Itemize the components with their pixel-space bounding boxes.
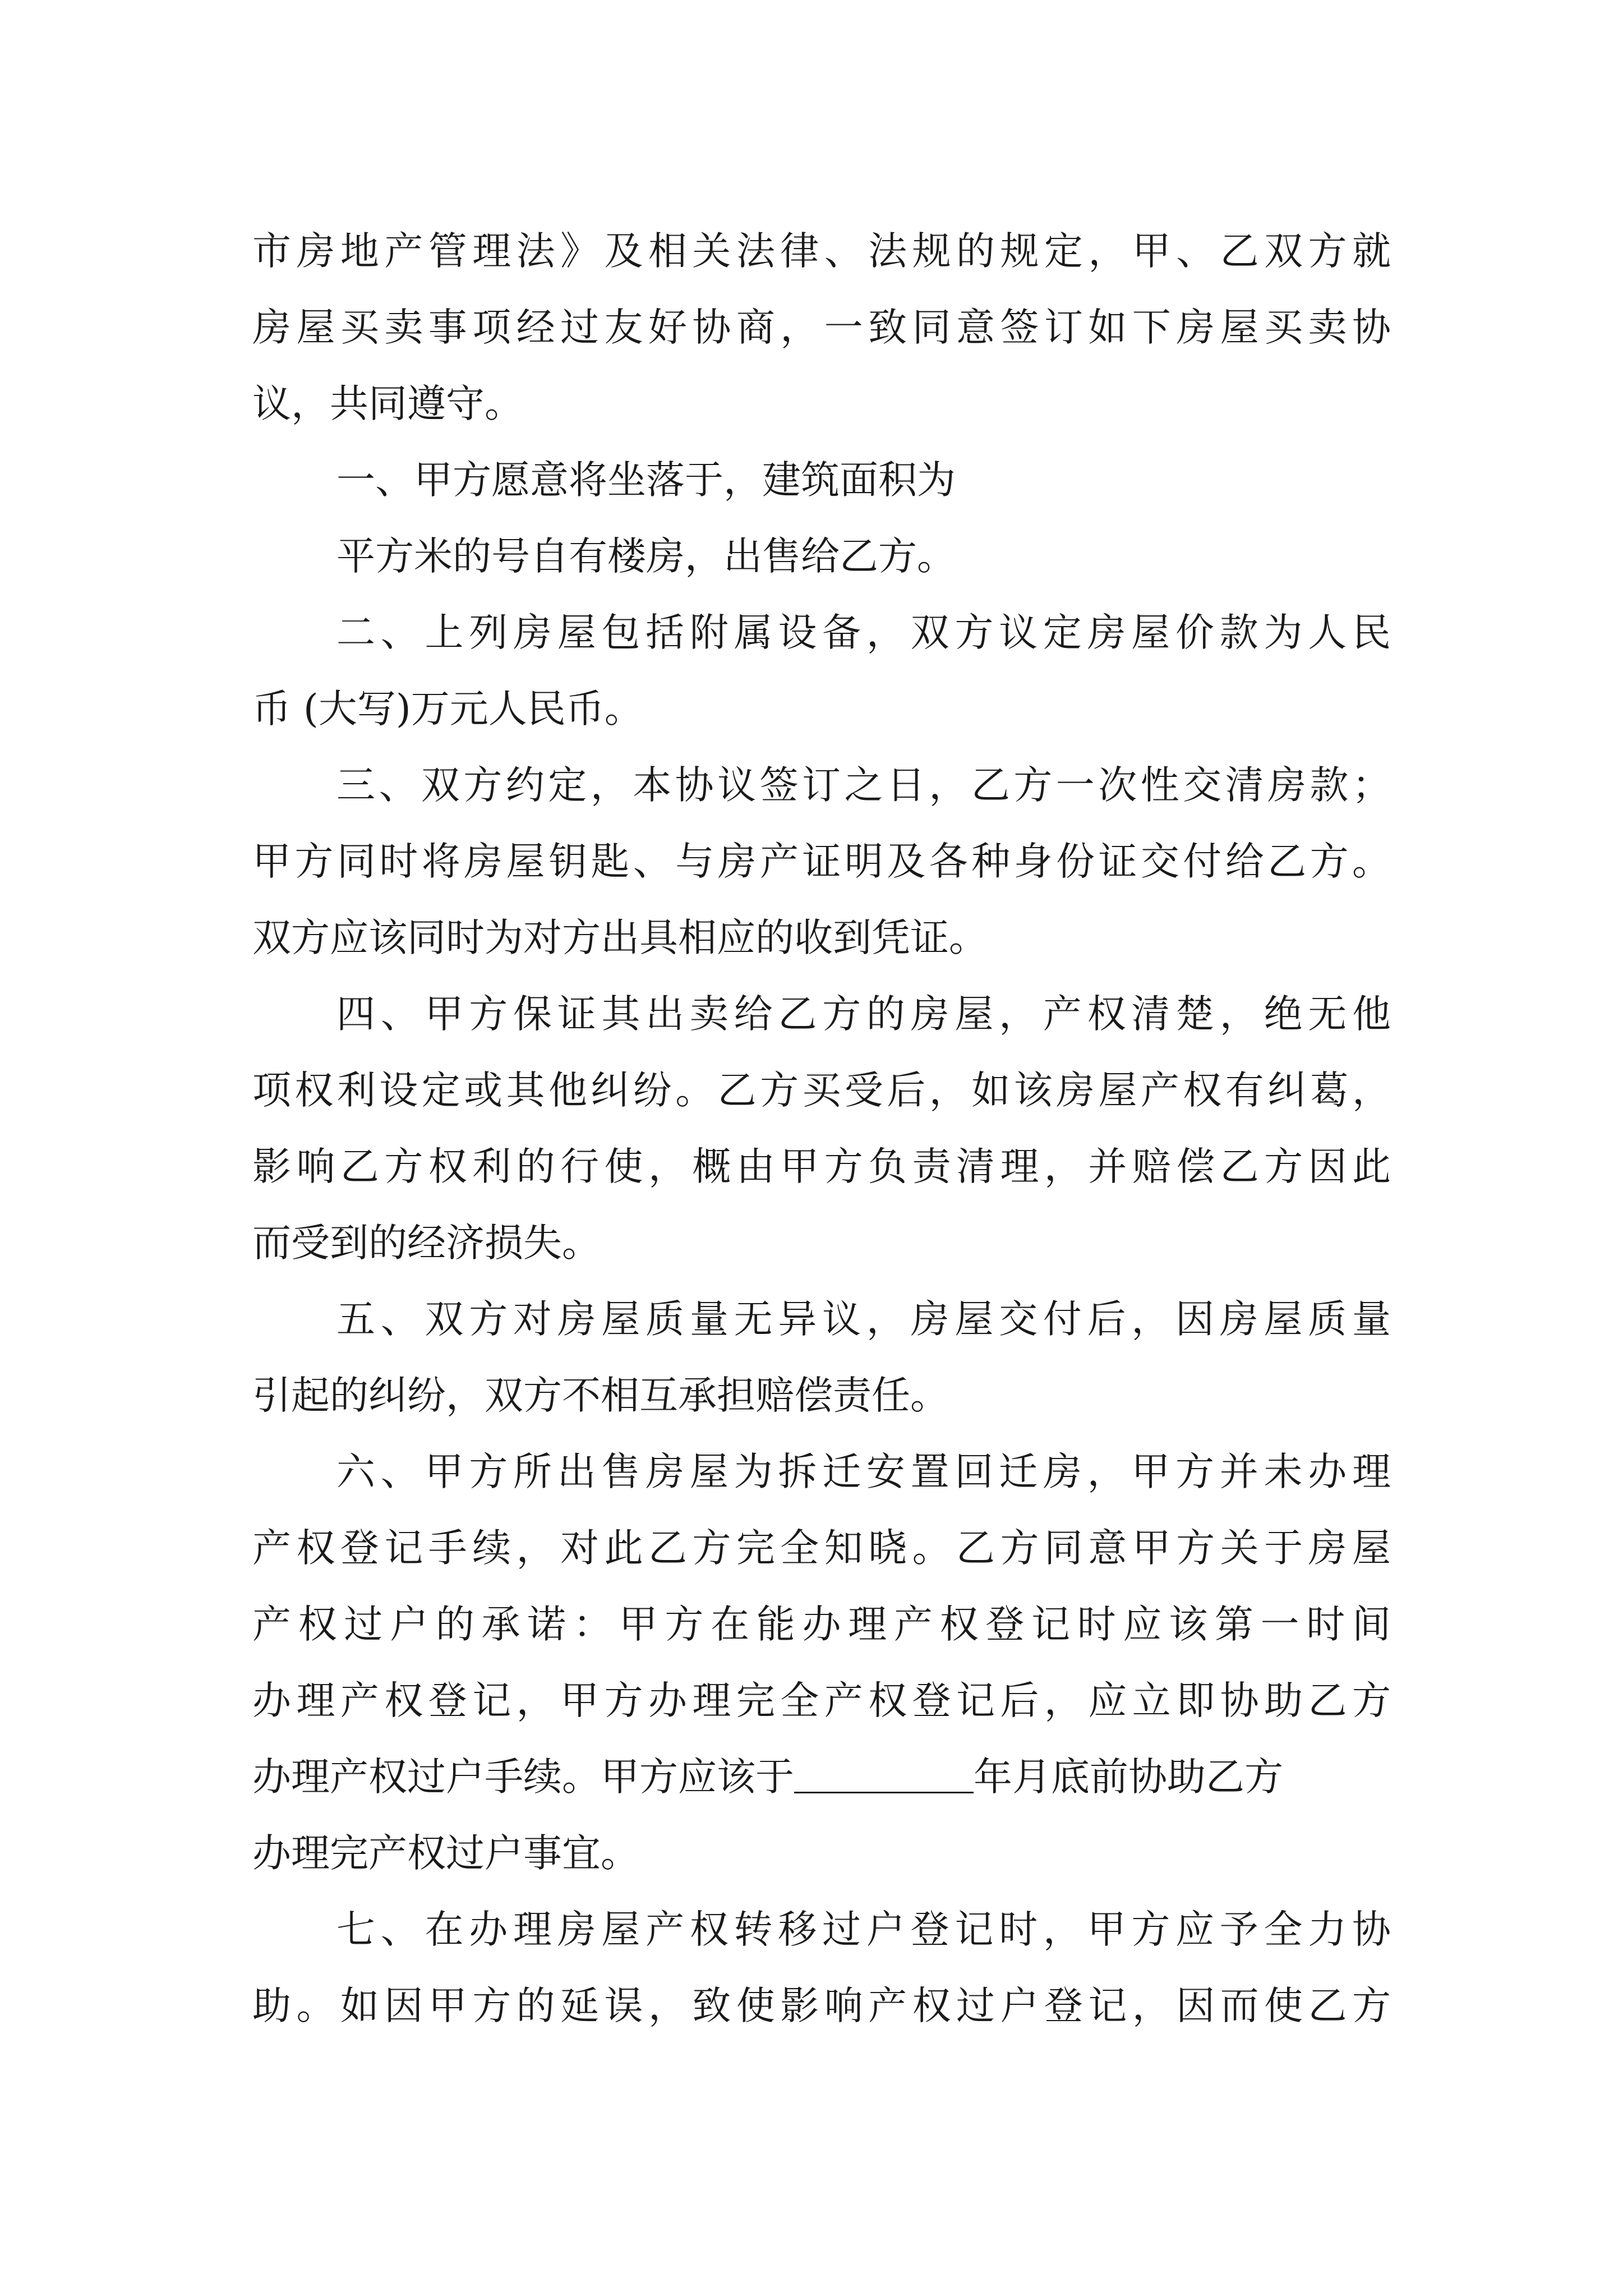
text-line: 办理完产权过户事宜。 xyxy=(252,1831,639,1876)
text-line: 市房地产管理法》及相关法律、法规的规定，甲、乙双方就 xyxy=(252,229,1391,274)
text-line: 项权利设定或其他纠纷。乙方买受后，如该房屋产权有纠葛， xyxy=(252,1068,1391,1113)
clause-4-heading: 四、甲方保证其出卖给乙方的房屋，产权清楚，绝无他 xyxy=(336,992,1391,1037)
contract-body xyxy=(252,213,1391,2044)
text-line: 币 (大写)万元人民币。 xyxy=(252,687,643,731)
text-line: 议，共同遵守。 xyxy=(252,381,523,426)
clause-6-heading: 六、甲方所出售房屋为拆迁安置回迁房，甲方并未办理 xyxy=(336,1450,1391,1494)
text-line: 甲方同时将房屋钥匙、与房产证明及各种身份证交付给乙方。 xyxy=(252,839,1391,884)
text-line: 引起的纠纷，双方不相互承担赔偿责任。 xyxy=(252,1373,949,1418)
text-fragment: 年月底前协助乙方 xyxy=(974,1755,1283,1800)
text-fragment: 办理产权过户手续。甲方应该于 xyxy=(252,1755,794,1800)
fill-in-blank xyxy=(794,1791,974,1793)
text-line: 平方米的号自有楼房，出售给乙方。 xyxy=(336,534,956,579)
text-line: 房屋买卖事项经过友好协商，一致同意签订如下房屋买卖协 xyxy=(252,305,1391,350)
text-line: 产权登记手续，对此乙方完全知晓。乙方同意甲方关于房屋 xyxy=(252,1526,1391,1571)
clause-1-heading: 一、甲方愿意将坐落于，建筑面积为 xyxy=(336,458,956,503)
text-line: 影响乙方权利的行使，概由甲方负责清理，并赔偿乙方因此 xyxy=(252,1144,1391,1189)
text-line: 助。如因甲方的延误，致使影响产权过户登记，因而使乙方 xyxy=(252,1984,1391,2028)
text-line: 双方应该同时为对方出具相应的收到凭证。 xyxy=(252,915,988,960)
clause-3-heading: 三、双方约定，本协议签订之日，乙方一次性交清房款； xyxy=(336,763,1391,808)
text-line: 而受到的经济损失。 xyxy=(252,1221,601,1266)
text-line: 办理产权登记，甲方办理完全产权登记后，应立即协助乙方 xyxy=(252,1678,1391,1723)
clause-5-heading: 五、双方对房屋质量无异议，房屋交付后，因房屋质量 xyxy=(336,1297,1391,1342)
clause-2-heading: 二、上列房屋包括附属设备，双方议定房屋价款为人民 xyxy=(336,610,1391,655)
text-line-with-blank xyxy=(252,1739,1391,1815)
clause-7-heading: 七、在办理房屋产权转移过户登记时，甲方应予全力协 xyxy=(336,1907,1391,1952)
text-line: 产权过户的承诺：甲方在能办理产权登记时应该第一时间 xyxy=(252,1602,1391,1647)
